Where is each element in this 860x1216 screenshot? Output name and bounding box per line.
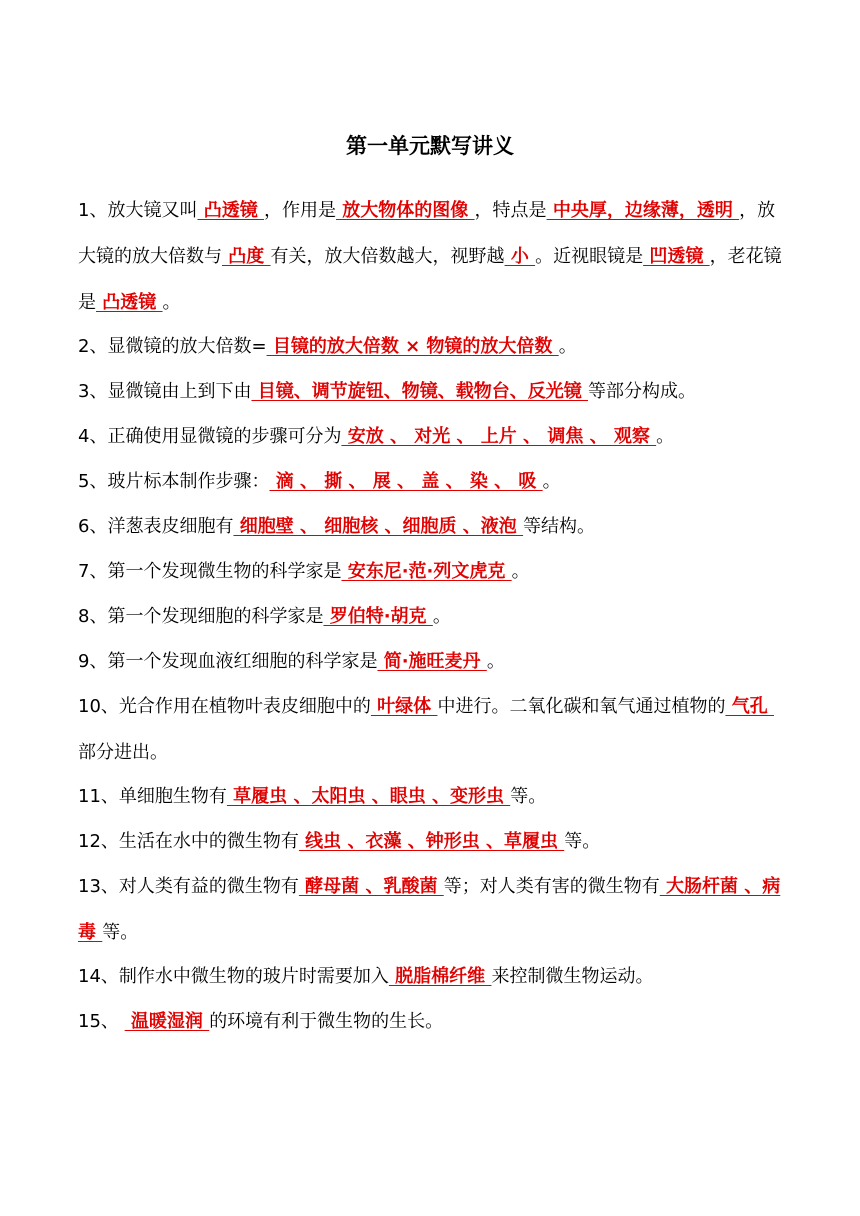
question-9 (78, 639, 784, 685)
question-text: 的环境有利于微生物的生长。 (209, 1011, 444, 1032)
question-4 (78, 414, 784, 460)
question-text: 。近视眼镜是 (535, 246, 644, 267)
question-3 (78, 369, 784, 415)
answer-blank: 气孔 (725, 696, 774, 717)
question-text: 。 (656, 426, 675, 447)
question-text: 部分进出。 (78, 742, 168, 763)
question-text: 11、单细胞生物有 (78, 786, 227, 807)
question-text: 等；对人类有害的微生物有 (443, 876, 660, 897)
answer-blank: 目镜、调节旋钮、物镜、载物台、反光镜 (251, 381, 588, 402)
answer-blank: 中央厚，边缘薄，透明 (546, 200, 740, 221)
answer-blank: 酵母菌 、乳酸菌 (298, 876, 444, 897)
question-text: 4、正确使用显微镜的步骤可分为 (78, 426, 342, 447)
answer-blank: 罗伯特·胡克 (323, 606, 433, 627)
question-text: 等部分构成。 (588, 381, 696, 402)
question-text: 7、第一个发现微生物的科学家是 (78, 561, 342, 582)
question-text: 。 (486, 651, 505, 672)
question-15 (78, 999, 784, 1045)
answer-blank: 脱脂棉纤维 (388, 966, 492, 987)
question-text: ，老花镜是 (78, 246, 782, 313)
question-text: 等。 (102, 922, 139, 943)
answer-blank: 安东尼·范·列文虎克 (341, 561, 512, 582)
answer-blank: 大肠杆菌 、病毒 (78, 876, 781, 943)
question-11 (78, 774, 784, 820)
question-text: 中进行。二氧化碳和氧气通过植物的 (437, 696, 726, 717)
answer-blank: 线虫 、衣藻 、钟形虫 、草履虫 (298, 831, 565, 852)
question-text: 8、第一个发现细胞的科学家是 (78, 606, 324, 627)
question-text: 5、玻片标本制作步骤： (78, 471, 270, 492)
answer-blank: 安放 、 对光 、 上片 、 调焦 、 观察 (341, 426, 657, 447)
question-text: 等。 (564, 831, 601, 852)
answer-blank: 凸透镜 (96, 292, 163, 313)
question-14 (78, 954, 784, 1000)
question-text: 1、放大镜又叫 (78, 200, 198, 221)
answer-blank: 凸透镜 (197, 200, 264, 221)
question-6 (78, 504, 784, 550)
question-text: 13、对人类有益的微生物有 (78, 876, 299, 897)
answer-blank: 温暖湿润 (124, 1011, 210, 1032)
question-text: ，作用是 (264, 200, 336, 221)
question-1 (78, 188, 784, 326)
question-text: 6、洋葱表皮细胞有 (78, 516, 234, 537)
question-8 (78, 594, 784, 640)
question-text: 等。 (510, 786, 547, 807)
page-title: 第一单元默写讲义 (346, 134, 514, 158)
question-text: 。 (432, 606, 451, 627)
answer-blank: 草履虫 、太阳虫 、眼虫 、变形虫 (226, 786, 511, 807)
question-10 (78, 684, 784, 776)
question-text: 9、第一个发现血液红细胞的科学家是 (78, 651, 378, 672)
question-text: ，特点是 (474, 200, 547, 221)
answer-blank: 细胞壁 、 细胞核 、细胞质 、液泡 (233, 516, 524, 537)
question-5 (78, 459, 784, 505)
question-text: 14、制作水中微生物的玻片时需要加入 (78, 966, 389, 987)
question-text: 。 (162, 292, 181, 313)
question-7 (78, 549, 784, 595)
question-text: 来控制微生物运动。 (491, 966, 654, 987)
question-text: ，放大镜的放大倍数与 (78, 200, 776, 267)
question-text: 。 (511, 561, 530, 582)
answer-blank: 滴 、 撕 、 展 、 盖 、 染 、 吸 (269, 471, 543, 492)
question-text: 12、生活在水中的微生物有 (78, 831, 299, 852)
answer-blank: 简·施旺麦丹 (377, 651, 487, 672)
question-text: 15、 (78, 1011, 125, 1032)
question-text: 有关，放大倍数越大，视野越 (270, 246, 505, 267)
answer-blank: 放大物体的图像 (336, 200, 475, 221)
answer-blank: 凹透镜 (643, 246, 710, 267)
question-text: 等结构。 (523, 516, 596, 537)
question-text: 10、光合作用在植物叶表皮细胞中的 (78, 696, 371, 717)
answer-blank: 目镜的放大倍数 × 物镜的放大倍数 (266, 336, 559, 357)
question-13 (78, 864, 784, 956)
answer-blank: 小 (504, 246, 536, 267)
question-12 (78, 819, 784, 865)
question-text: 3、显微镜由上到下由 (78, 381, 252, 402)
answer-blank: 叶绿体 (370, 696, 438, 717)
question-text: 2、显微镜的放大倍数= (78, 336, 267, 357)
answer-blank: 凸度 (222, 246, 271, 267)
question-text: 。 (558, 336, 577, 357)
question-text: 。 (542, 471, 561, 492)
question-2 (78, 324, 784, 370)
